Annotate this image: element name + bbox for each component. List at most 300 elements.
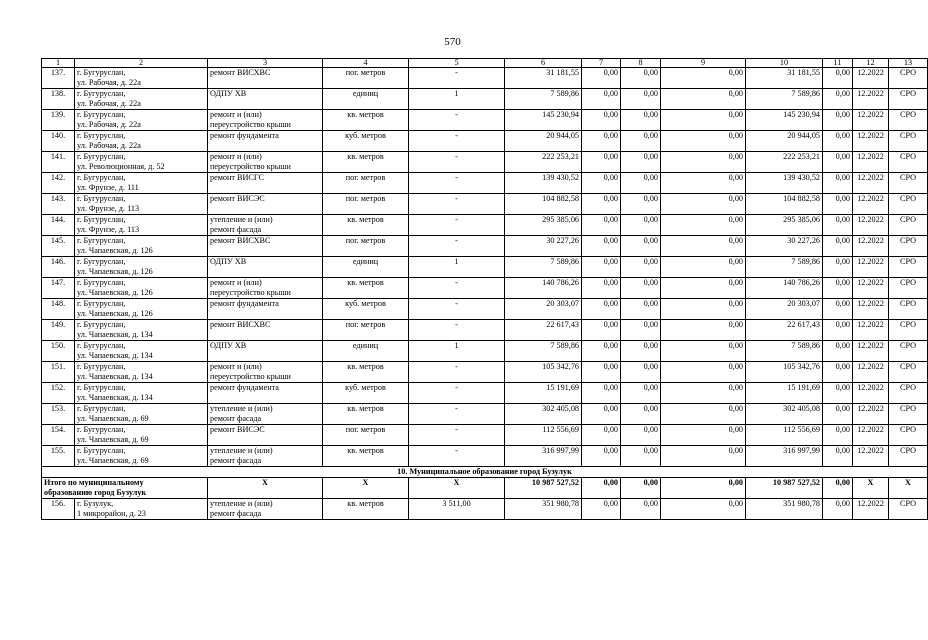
address-cell xyxy=(75,257,208,278)
address-cell-line-2: ул. Фрунзе, д. 113 xyxy=(77,203,140,213)
value-cell: 0,00 xyxy=(661,383,746,404)
value-cell: 0,00 xyxy=(582,404,621,425)
date-cell: 12.2022 xyxy=(853,152,889,173)
address-cell-line-2: ул. Фрунзе, д. 111 xyxy=(77,182,139,192)
date-cell: 12.2022 xyxy=(853,236,889,257)
table-row xyxy=(42,68,928,89)
address-cell-line-2: 1 микрорайон, д. 23 xyxy=(77,508,146,518)
cost-cell: 295 385,06 xyxy=(505,215,582,236)
address-cell-line-2: ул. Фрунзе, д. 113 xyxy=(77,224,140,234)
address-cell-line-2: ул. Чапаевская, д. 134 xyxy=(77,350,153,360)
table-row xyxy=(42,215,928,236)
unit-cell: пог. метров xyxy=(323,236,409,257)
address-cell xyxy=(75,236,208,257)
value-cell: 0,00 xyxy=(661,446,746,467)
unit-cell: кв. метров xyxy=(323,446,409,467)
cost-cell: 295 385,06 xyxy=(746,215,823,236)
row-number: 145. xyxy=(42,236,75,257)
table-row xyxy=(42,341,928,362)
value-cell: 0,00 xyxy=(582,215,621,236)
work-type-cell xyxy=(208,257,323,278)
address-cell-line-2: ул. Чапаевская, д. 134 xyxy=(77,371,153,381)
quantity-cell: - xyxy=(409,194,505,215)
value-cell: 0,00 xyxy=(823,362,853,383)
value-cell: 0,00 xyxy=(661,257,746,278)
work-type-cell xyxy=(208,341,323,362)
address-cell xyxy=(75,404,208,425)
method-cell: СРО xyxy=(889,68,928,89)
work-type-cell-line-1: ремонт и (или) xyxy=(210,110,262,119)
cost-cell: 105 342,76 xyxy=(505,362,582,383)
work-type-cell-line-1: ремонт ВИСХВС xyxy=(210,236,271,245)
page-number: 570 xyxy=(444,36,461,48)
unit-cell: кв. метров xyxy=(323,499,409,520)
table-row xyxy=(42,194,928,215)
date-cell: 12.2022 xyxy=(853,341,889,362)
value-cell: 0,00 xyxy=(661,194,746,215)
cost-cell: 7 589,86 xyxy=(505,341,582,362)
table-row xyxy=(42,499,928,520)
value-cell: 0,00 xyxy=(621,299,661,320)
value-cell: 0,00 xyxy=(823,215,853,236)
value-cell: 0,00 xyxy=(823,236,853,257)
row-number: 151. xyxy=(42,362,75,383)
quantity-cell: 1 xyxy=(409,341,505,362)
value-cell: 0,00 xyxy=(661,299,746,320)
table-row xyxy=(42,383,928,404)
value-cell: 0,00 xyxy=(823,341,853,362)
value-cell: 0,00 xyxy=(621,194,661,215)
quantity-cell: - xyxy=(409,152,505,173)
value-cell: 0,00 xyxy=(621,446,661,467)
cost-cell: 105 342,76 xyxy=(746,362,823,383)
work-type-cell-line-1: ремонт ВИСЭС xyxy=(210,425,265,434)
address-cell-line-1: г. Бугуруслан, xyxy=(77,404,126,413)
total-row xyxy=(42,478,928,499)
quantity-cell: 1 xyxy=(409,89,505,110)
total-value-cell: 0,00 xyxy=(823,478,853,499)
address-cell xyxy=(75,131,208,152)
address-cell xyxy=(75,152,208,173)
total-x-cell: X xyxy=(409,478,505,499)
unit-cell: пог. метров xyxy=(323,320,409,341)
table-row xyxy=(42,110,928,131)
unit-cell: кв. метров xyxy=(323,362,409,383)
address-cell-line-2: ул. Чапаевская, д. 69 xyxy=(77,455,149,465)
table-row xyxy=(42,446,928,467)
date-cell: 12.2022 xyxy=(853,68,889,89)
quantity-cell: - xyxy=(409,173,505,194)
method-cell: СРО xyxy=(889,383,928,404)
work-type-cell xyxy=(208,110,323,131)
value-cell: 0,00 xyxy=(823,383,853,404)
cost-cell: 140 786,26 xyxy=(505,278,582,299)
value-cell: 0,00 xyxy=(582,68,621,89)
method-cell: СРО xyxy=(889,131,928,152)
work-type-cell-line-1: ремонт фундамента xyxy=(210,131,279,140)
address-cell-line-1: г. Бугуруслан, xyxy=(77,362,126,371)
column-number-cell: 8 xyxy=(621,59,661,68)
value-cell: 0,00 xyxy=(582,257,621,278)
address-cell xyxy=(75,173,208,194)
unit-cell: пог. метров xyxy=(323,68,409,89)
address-cell-line-1: г. Бугуруслан, xyxy=(77,446,126,455)
total-cost-cell: 10 987 527,52 xyxy=(505,478,582,499)
address-cell-line-1: г. Бугуруслан, xyxy=(77,278,126,287)
unit-cell: куб. метров xyxy=(323,383,409,404)
work-type-cell xyxy=(208,278,323,299)
date-cell: 12.2022 xyxy=(853,446,889,467)
work-type-cell-line-2: переустройство крыши xyxy=(210,287,291,297)
work-type-cell xyxy=(208,404,323,425)
column-number-cell: 9 xyxy=(661,59,746,68)
work-type-cell-line-2: ремонт фасада xyxy=(210,455,262,465)
address-cell xyxy=(75,446,208,467)
total-value-cell: 0,00 xyxy=(661,478,746,499)
table-row xyxy=(42,131,928,152)
value-cell: 0,00 xyxy=(823,110,853,131)
address-cell-line-2: ул. Рабочая, д. 22а xyxy=(77,140,141,150)
method-cell: СРО xyxy=(889,499,928,520)
work-type-cell-line-2: переустройство крыши xyxy=(210,371,291,381)
value-cell: 0,00 xyxy=(582,320,621,341)
value-cell: 0,00 xyxy=(823,89,853,110)
value-cell: 0,00 xyxy=(661,173,746,194)
date-cell: 12.2022 xyxy=(853,278,889,299)
row-number: 138. xyxy=(42,89,75,110)
method-cell: СРО xyxy=(889,110,928,131)
cost-cell: 7 589,86 xyxy=(505,89,582,110)
work-type-cell xyxy=(208,383,323,404)
date-cell: 12.2022 xyxy=(853,499,889,520)
address-cell-line-2: ул. Чапаевская, д. 69 xyxy=(77,434,149,444)
total-label-line-1: Итого по муниципальному xyxy=(44,478,144,487)
value-cell: 0,00 xyxy=(582,383,621,404)
table-row xyxy=(42,257,928,278)
column-number-cell: 6 xyxy=(505,59,582,68)
cost-cell: 302 405,08 xyxy=(746,404,823,425)
address-cell-line-2: ул. Чапаевская, д. 134 xyxy=(77,392,153,402)
unit-cell: пог. метров xyxy=(323,425,409,446)
column-number-cell: 10 xyxy=(746,59,823,68)
unit-cell: куб. метров xyxy=(323,131,409,152)
address-cell-line-1: г. Бугуруслан, xyxy=(77,173,126,182)
work-type-cell xyxy=(208,194,323,215)
table-row xyxy=(42,404,928,425)
cost-cell: 15 191,69 xyxy=(746,383,823,404)
date-cell: 12.2022 xyxy=(853,299,889,320)
work-type-cell-line-2: ремонт фасада xyxy=(210,508,262,518)
quantity-cell: - xyxy=(409,425,505,446)
section-row xyxy=(42,467,928,478)
row-number: 144. xyxy=(42,215,75,236)
date-cell: 12.2022 xyxy=(853,131,889,152)
value-cell: 0,00 xyxy=(823,257,853,278)
work-type-cell xyxy=(208,131,323,152)
work-type-cell xyxy=(208,89,323,110)
value-cell: 0,00 xyxy=(582,278,621,299)
method-cell: СРО xyxy=(889,257,928,278)
cost-cell: 351 980,78 xyxy=(746,499,823,520)
row-number: 155. xyxy=(42,446,75,467)
table-row xyxy=(42,278,928,299)
cost-cell: 316 997,99 xyxy=(746,446,823,467)
row-number: 153. xyxy=(42,404,75,425)
address-cell-line-2: ул. Революционная, д. 52 xyxy=(77,161,165,171)
method-cell: СРО xyxy=(889,404,928,425)
cost-cell: 145 230,94 xyxy=(505,110,582,131)
capital-repair-table xyxy=(41,58,928,520)
address-cell-line-2: ул. Рабочая, д. 22а xyxy=(77,98,141,108)
quantity-cell: - xyxy=(409,299,505,320)
column-number-cell: 7 xyxy=(582,59,621,68)
work-type-cell xyxy=(208,215,323,236)
address-cell xyxy=(75,68,208,89)
unit-cell: пог. метров xyxy=(323,173,409,194)
quantity-cell: - xyxy=(409,320,505,341)
cost-cell: 139 430,52 xyxy=(505,173,582,194)
cost-cell: 112 556,69 xyxy=(746,425,823,446)
unit-cell: кв. метров xyxy=(323,152,409,173)
address-cell xyxy=(75,215,208,236)
row-number: 148. xyxy=(42,299,75,320)
work-type-cell-line-1: ремонт ВИСХВС xyxy=(210,68,271,77)
cost-cell: 30 227,26 xyxy=(746,236,823,257)
value-cell: 0,00 xyxy=(823,320,853,341)
method-cell: СРО xyxy=(889,236,928,257)
work-type-cell xyxy=(208,299,323,320)
column-number-cell: 5 xyxy=(409,59,505,68)
value-cell: 0,00 xyxy=(621,215,661,236)
value-cell: 0,00 xyxy=(621,68,661,89)
cost-cell: 31 181,55 xyxy=(505,68,582,89)
address-cell xyxy=(75,299,208,320)
cost-cell: 7 589,86 xyxy=(746,89,823,110)
value-cell: 0,00 xyxy=(582,236,621,257)
cost-cell: 30 227,26 xyxy=(505,236,582,257)
table-row xyxy=(42,320,928,341)
date-cell: 12.2022 xyxy=(853,425,889,446)
value-cell: 0,00 xyxy=(661,362,746,383)
work-type-cell-line-2: переустройство крыши xyxy=(210,161,291,171)
quantity-cell: - xyxy=(409,215,505,236)
value-cell: 0,00 xyxy=(661,68,746,89)
cost-cell: 112 556,69 xyxy=(505,425,582,446)
address-cell-line-2: ул. Чапаевская, д. 126 xyxy=(77,245,153,255)
address-cell-line-1: г. Бугуруслан, xyxy=(77,215,126,224)
row-number: 149. xyxy=(42,320,75,341)
value-cell: 0,00 xyxy=(582,110,621,131)
address-cell xyxy=(75,499,208,520)
value-cell: 0,00 xyxy=(621,425,661,446)
value-cell: 0,00 xyxy=(823,404,853,425)
value-cell: 0,00 xyxy=(582,173,621,194)
address-cell-line-1: г. Бугуруслан, xyxy=(77,194,126,203)
value-cell: 0,00 xyxy=(621,362,661,383)
value-cell: 0,00 xyxy=(582,425,621,446)
work-type-cell-line-1: ремонт фундамента xyxy=(210,383,279,392)
table-row xyxy=(42,425,928,446)
value-cell: 0,00 xyxy=(661,425,746,446)
value-cell: 0,00 xyxy=(621,383,661,404)
work-type-cell xyxy=(208,499,323,520)
value-cell: 0,00 xyxy=(661,236,746,257)
cost-cell: 7 589,86 xyxy=(746,257,823,278)
quantity-cell: - xyxy=(409,446,505,467)
value-cell: 0,00 xyxy=(661,320,746,341)
work-type-cell-line-1: утепление и (или) xyxy=(210,404,273,413)
cost-cell: 31 181,55 xyxy=(746,68,823,89)
row-number: 146. xyxy=(42,257,75,278)
quantity-cell: - xyxy=(409,68,505,89)
date-cell: 12.2022 xyxy=(853,320,889,341)
row-number: 140. xyxy=(42,131,75,152)
work-type-cell-line-1: ремонт и (или) xyxy=(210,362,262,371)
column-number-cell: 13 xyxy=(889,59,928,68)
work-type-cell-line-1: ремонт фундамента xyxy=(210,299,279,308)
date-cell: 12.2022 xyxy=(853,194,889,215)
table-row xyxy=(42,173,928,194)
row-number: 143. xyxy=(42,194,75,215)
value-cell: 0,00 xyxy=(823,278,853,299)
value-cell: 0,00 xyxy=(582,499,621,520)
address-cell-line-1: г. Бугуруслан, xyxy=(77,320,126,329)
address-cell xyxy=(75,425,208,446)
value-cell: 0,00 xyxy=(823,425,853,446)
date-cell: 12.2022 xyxy=(853,89,889,110)
cost-cell: 140 786,26 xyxy=(746,278,823,299)
quantity-cell: - xyxy=(409,383,505,404)
address-cell-line-2: ул. Рабочая, д. 22а xyxy=(77,119,141,129)
address-cell xyxy=(75,89,208,110)
cost-cell: 302 405,08 xyxy=(505,404,582,425)
row-number: 154. xyxy=(42,425,75,446)
quantity-cell: 1 xyxy=(409,257,505,278)
work-type-cell-line-2: ремонт фасада xyxy=(210,224,262,234)
address-cell-line-2: ул. Чапаевская, д. 126 xyxy=(77,287,153,297)
unit-cell: кв. метров xyxy=(323,215,409,236)
value-cell: 0,00 xyxy=(621,278,661,299)
cost-cell: 145 230,94 xyxy=(746,110,823,131)
method-cell: СРО xyxy=(889,362,928,383)
unit-cell: пог. метров xyxy=(323,194,409,215)
work-type-cell-line-1: ремонт ВИСХВС xyxy=(210,320,271,329)
value-cell: 0,00 xyxy=(621,131,661,152)
date-cell: 12.2022 xyxy=(853,362,889,383)
address-cell xyxy=(75,278,208,299)
value-cell: 0,00 xyxy=(661,89,746,110)
row-number: 150. xyxy=(42,341,75,362)
date-cell: 12.2022 xyxy=(853,173,889,194)
address-cell-line-1: г. Бугуруслан, xyxy=(77,341,126,350)
cost-cell: 7 589,86 xyxy=(746,341,823,362)
work-type-cell-line-1: ОДПУ ХВ xyxy=(210,89,247,98)
method-cell: СРО xyxy=(889,173,928,194)
method-cell: СРО xyxy=(889,425,928,446)
address-cell-line-1: г. Бугуруслан, xyxy=(77,131,126,140)
value-cell: 0,00 xyxy=(823,173,853,194)
unit-cell: куб. метров xyxy=(323,299,409,320)
value-cell: 0,00 xyxy=(582,299,621,320)
address-cell-line-1: г. Бугуруслан, xyxy=(77,89,126,98)
work-type-cell xyxy=(208,446,323,467)
column-number-row xyxy=(42,59,928,68)
quantity-cell: - xyxy=(409,278,505,299)
cost-cell: 20 944,05 xyxy=(505,131,582,152)
address-cell-line-2: ул. Чапаевская, д. 69 xyxy=(77,413,149,423)
total-cost-cell: 10 987 527,52 xyxy=(746,478,823,499)
date-cell: 12.2022 xyxy=(853,110,889,131)
value-cell: 0,00 xyxy=(621,89,661,110)
work-type-cell-line-1: утепление и (или) xyxy=(210,446,273,455)
value-cell: 0,00 xyxy=(621,257,661,278)
address-cell xyxy=(75,383,208,404)
column-number-cell: 1 xyxy=(42,59,75,68)
method-cell: СРО xyxy=(889,320,928,341)
row-number: 141. xyxy=(42,152,75,173)
value-cell: 0,00 xyxy=(823,194,853,215)
unit-cell: единиц xyxy=(323,89,409,110)
value-cell: 0,00 xyxy=(582,446,621,467)
work-type-cell-line-1: ремонт ВИСГС xyxy=(210,173,264,182)
value-cell: 0,00 xyxy=(661,341,746,362)
value-cell: 0,00 xyxy=(823,152,853,173)
cost-cell: 222 253,21 xyxy=(505,152,582,173)
address-cell-line-2: ул. Чапаевская, д. 126 xyxy=(77,308,153,318)
work-type-cell-line-1: утепление и (или) xyxy=(210,215,273,224)
section-title: 10. Муниципальное образование город Бузулук xyxy=(42,467,928,478)
total-label-line-2: образованию город Бузулук xyxy=(44,487,147,497)
quantity-cell: - xyxy=(409,110,505,131)
date-cell: 12.2022 xyxy=(853,215,889,236)
date-cell: 12.2022 xyxy=(853,383,889,404)
address-cell-line-1: г. Бугуруслан, xyxy=(77,383,126,392)
address-cell-line-1: г. Бугуруслан, xyxy=(77,299,126,308)
column-number-cell: 4 xyxy=(323,59,409,68)
work-type-cell xyxy=(208,152,323,173)
method-cell: СРО xyxy=(889,446,928,467)
cost-cell: 22 617,43 xyxy=(505,320,582,341)
value-cell: 0,00 xyxy=(621,152,661,173)
method-cell: СРО xyxy=(889,215,928,236)
table-row xyxy=(42,89,928,110)
row-number: 139. xyxy=(42,110,75,131)
value-cell: 0,00 xyxy=(582,152,621,173)
total-x-cell: X xyxy=(853,478,889,499)
table-row xyxy=(42,362,928,383)
row-number: 156. xyxy=(42,499,75,520)
column-number-cell: 12 xyxy=(853,59,889,68)
table-row xyxy=(42,299,928,320)
value-cell: 0,00 xyxy=(621,173,661,194)
value-cell: 0,00 xyxy=(621,341,661,362)
work-type-cell-line-1: ремонт и (или) xyxy=(210,278,262,287)
work-type-cell-line-1: утепление и (или) xyxy=(210,499,273,508)
work-type-cell xyxy=(208,236,323,257)
address-cell-line-1: г. Бугуруслан, xyxy=(77,236,126,245)
work-type-cell xyxy=(208,425,323,446)
total-x-cell: X xyxy=(208,478,323,499)
unit-cell: кв. метров xyxy=(323,404,409,425)
date-cell: 12.2022 xyxy=(853,404,889,425)
method-cell: СРО xyxy=(889,194,928,215)
date-cell: 12.2022 xyxy=(853,257,889,278)
address-cell-line-1: г. Бугуруслан, xyxy=(77,257,126,266)
address-cell xyxy=(75,320,208,341)
value-cell: 0,00 xyxy=(823,446,853,467)
address-cell-line-1: г. Бузулук, xyxy=(77,499,114,508)
value-cell: 0,00 xyxy=(621,404,661,425)
